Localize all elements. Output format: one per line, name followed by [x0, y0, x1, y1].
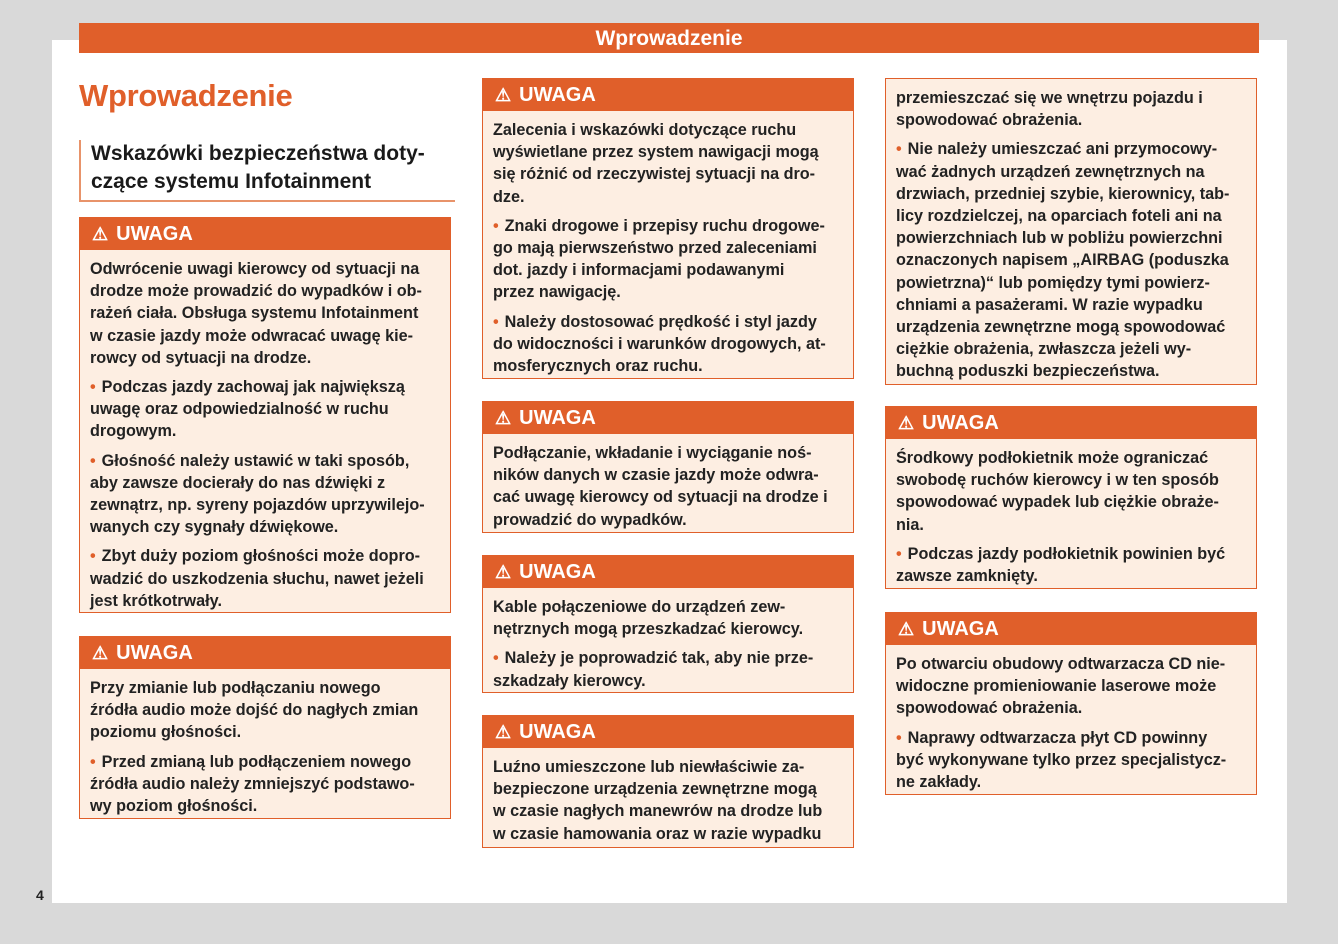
- page-number: 4: [36, 887, 44, 903]
- line-text: Po otwarciu obudowy odtwarzacza CD nie-: [896, 655, 1226, 673]
- line-text: rowcy od sytuacji na drodze.: [90, 348, 312, 367]
- line-text: Podłączanie, wkładanie i wyciąganie noś-: [493, 444, 812, 462]
- text-line: [90, 751, 440, 773]
- warning-text: [493, 119, 843, 208]
- warning-triangle-icon: ⚠: [495, 408, 512, 428]
- line-text: chniami a pasażerami. W razie wypadku: [896, 295, 1203, 314]
- text-line: [493, 141, 843, 163]
- text-line: [896, 653, 1246, 675]
- warning-triangle-icon: ⚠: [898, 619, 915, 639]
- section-header-bar: Wprowadzenie: [79, 23, 1259, 53]
- warning-box: [885, 406, 1257, 589]
- line-text: ników danych w czasie jazdy może odwra-: [493, 466, 819, 485]
- text-line: [896, 205, 1246, 227]
- warning-triangle-icon: ⚠: [898, 413, 915, 433]
- bullet-icon: •: [493, 216, 499, 235]
- bullet-item: [896, 543, 1246, 587]
- bullet-icon: •: [90, 547, 96, 566]
- text-line: [90, 325, 440, 347]
- text-line: [896, 514, 1246, 536]
- text-line: [896, 675, 1246, 697]
- bullet-item: [90, 751, 440, 818]
- line-text: być wykonywane tylko przez specjalistycz-: [896, 750, 1227, 769]
- bullet-item: [493, 215, 843, 304]
- line-text: bezpieczone urządzenia zewnętrzne mogą: [493, 780, 817, 799]
- line-text: źródła audio należy zmniejszyć podstawo-: [90, 774, 415, 793]
- warning-text: [896, 447, 1246, 536]
- line-text: widoczne promieniowanie laserowe może: [896, 677, 1217, 696]
- text-line: [896, 360, 1246, 382]
- warning-box: [482, 715, 854, 848]
- warning-heading: [886, 407, 1256, 439]
- text-line: [493, 647, 843, 669]
- text-line: [896, 294, 1246, 316]
- text-line: [493, 486, 843, 508]
- warning-box: [885, 612, 1257, 795]
- warning-heading-label: UWAGA: [922, 412, 999, 434]
- line-text: ciężkie obrażenia, zwłaszcza jeżeli wy-: [896, 340, 1192, 359]
- text-line: [896, 771, 1246, 793]
- warning-box: [885, 78, 1257, 385]
- line-text: jest krótkotrwały.: [90, 591, 222, 610]
- warning-heading-label: UWAGA: [116, 642, 193, 664]
- text-line: [493, 333, 843, 355]
- line-text: do widoczności i warunków drogowych, at-: [493, 334, 826, 353]
- warning-box: [482, 401, 854, 533]
- text-line: [493, 442, 843, 464]
- text-line: [896, 469, 1246, 491]
- text-line: [896, 109, 1246, 131]
- text-line: [896, 543, 1246, 565]
- warning-box: [482, 555, 854, 693]
- warning-body: [483, 434, 853, 544]
- warning-box: [79, 217, 451, 613]
- line-text: Należy dostosować prędkość i styl jazdy: [504, 312, 817, 331]
- section-subtitle: [79, 140, 455, 202]
- warning-box: [482, 78, 854, 379]
- text-line: [493, 670, 843, 692]
- text-line: [493, 756, 843, 778]
- warning-body: [80, 669, 450, 830]
- line-text: prowadzić do wypadków.: [493, 510, 687, 529]
- line-text: szkadzały kierowcy.: [493, 671, 646, 690]
- warning-body: [483, 748, 853, 858]
- text-line: [896, 183, 1246, 205]
- text-line: [896, 697, 1246, 719]
- text-line: [896, 338, 1246, 360]
- warning-heading: [80, 637, 450, 669]
- line-text: spowodować obrażenia.: [896, 699, 1083, 718]
- text-line: [493, 281, 843, 303]
- text-line: [90, 721, 440, 743]
- line-text: mosferycznych oraz ruchu.: [493, 357, 703, 376]
- line-text: Nie należy umieszczać ani przymocowy-: [907, 140, 1218, 159]
- line-text: Zalecenia i wskazówki dotyczące ruchu: [493, 121, 797, 139]
- warning-body: [80, 250, 450, 625]
- warning-heading: [80, 218, 450, 250]
- subtitle-line: czące systemu Infotainment: [91, 170, 372, 193]
- text-line: [896, 565, 1246, 587]
- text-line: [493, 119, 843, 141]
- warning-heading-label: UWAGA: [116, 223, 193, 245]
- text-line: [493, 778, 843, 800]
- line-text: Kable połączeniowe do urządzeń zew-: [493, 598, 786, 616]
- line-text: Przy zmianie lub podłączaniu nowego: [90, 679, 381, 697]
- bullet-item: [896, 138, 1246, 382]
- text-line: [896, 138, 1246, 160]
- warning-body: [483, 111, 853, 390]
- line-text: Podczas jazdy podłokietnik powinien być: [907, 544, 1226, 563]
- text-line: [493, 618, 843, 640]
- bullet-icon: •: [896, 728, 902, 747]
- line-text: powietrzna)“ lub pomiędzy tymi powierz-: [896, 273, 1210, 292]
- text-line: [90, 376, 440, 398]
- text-line: [90, 545, 440, 567]
- warning-triangle-icon: ⚠: [495, 722, 512, 742]
- warning-heading-label: UWAGA: [922, 618, 999, 640]
- text-line: [90, 472, 440, 494]
- line-text: powierzchniach lub w pobliżu powierzchni: [896, 229, 1223, 248]
- text-line: [493, 596, 843, 618]
- line-text: licy rozdzielczej, na oparciach foteli ani na: [896, 207, 1222, 226]
- line-text: aby zawsze docierały do nas dźwięki z: [90, 473, 386, 492]
- text-line: [90, 699, 440, 721]
- text-line: [493, 464, 843, 486]
- text-line: [90, 258, 440, 280]
- page-title: Wprowadzenie: [79, 78, 293, 113]
- bullet-icon: •: [493, 312, 499, 331]
- subtitle-line: Wskazówki bezpieczeństwa doty-: [91, 142, 425, 165]
- warning-heading: [483, 402, 853, 434]
- line-text: przemieszczać się we wnętrzu pojazdu i: [896, 89, 1203, 107]
- line-text: oznaczonych napisem „AIRBAG (poduszka: [896, 251, 1229, 270]
- bullet-item: [493, 311, 843, 378]
- line-text: drodze może prowadzić do wypadków i ob-: [90, 282, 422, 301]
- text-line: [896, 272, 1246, 294]
- line-text: wadzić do uszkodzenia słuchu, nawet jeżeli: [90, 569, 424, 588]
- bullet-item: [90, 450, 440, 539]
- line-text: spowodować wypadek lub ciężkie obraże-: [896, 493, 1219, 512]
- bullet-item: [90, 376, 440, 443]
- text-line: [896, 749, 1246, 771]
- line-text: ne zakłady.: [896, 773, 982, 792]
- line-text: Zbyt duży poziom głośności może dopro-: [101, 547, 421, 566]
- line-text: wanych czy sygnały dźwiękowe.: [90, 518, 339, 537]
- warning-heading-label: UWAGA: [519, 84, 596, 106]
- line-text: Luźno umieszczone lub niewłaściwie za-: [493, 758, 805, 776]
- text-line: [90, 494, 440, 516]
- line-text: w czasie hamowania oraz w razie wypadku: [493, 824, 822, 843]
- text-line: [493, 311, 843, 333]
- line-text: wyświetlane przez system nawigacji mogą: [493, 143, 819, 162]
- warning-triangle-icon: ⚠: [92, 224, 109, 244]
- line-text: rażeń ciała. Obsługa systemu Infotainment: [90, 304, 419, 323]
- text-line: [896, 87, 1246, 109]
- warning-heading: [483, 556, 853, 588]
- line-text: cać uwagę kierowcy od sytuacji na drodze i: [493, 488, 828, 507]
- line-text: swobodę ruchów kierowcy i w ten sposób: [896, 471, 1219, 490]
- warning-heading: [483, 79, 853, 111]
- bullet-item: [493, 647, 843, 691]
- line-text: przez nawigację.: [493, 283, 621, 302]
- text-line: [493, 823, 843, 845]
- line-text: buchną poduszki bezpieczeństwa.: [896, 362, 1160, 381]
- text-line: [90, 280, 440, 302]
- line-text: Środkowy podłokietnik może ograniczać: [896, 449, 1209, 467]
- bullet-icon: •: [896, 544, 902, 563]
- text-line: [90, 795, 440, 817]
- line-text: wy poziom głośności.: [90, 797, 258, 816]
- line-text: w czasie nagłych manewrów na drodze lub: [493, 802, 823, 821]
- warning-triangle-icon: ⚠: [495, 562, 512, 582]
- text-line: [90, 568, 440, 590]
- text-line: [493, 163, 843, 185]
- bullet-item: [896, 727, 1246, 794]
- line-text: Podczas jazdy zachowaj jak największą: [101, 378, 405, 397]
- warning-text: [90, 677, 440, 744]
- warning-text: [896, 87, 1246, 131]
- text-line: [90, 773, 440, 795]
- line-text: go mają pierwszeństwo przed zaleceniami: [493, 239, 817, 258]
- warning-heading-label: UWAGA: [519, 721, 596, 743]
- bullet-icon: •: [493, 649, 499, 668]
- text-line: [896, 491, 1246, 513]
- warning-text: [90, 258, 440, 369]
- line-text: dze.: [493, 187, 525, 206]
- warning-body: [483, 588, 853, 705]
- text-line: [90, 420, 440, 442]
- line-text: dot. jazdy i informacjami podawanymi: [493, 261, 785, 280]
- text-line: [90, 398, 440, 420]
- warning-body: [886, 645, 1256, 806]
- text-line: [896, 227, 1246, 249]
- warning-triangle-icon: ⚠: [495, 85, 512, 105]
- text-line: [493, 237, 843, 259]
- line-text: w czasie jazdy może odwracać uwagę kie-: [90, 326, 413, 345]
- bullet-icon: •: [90, 752, 96, 771]
- line-text: Przed zmianą lub podłączeniem nowego: [101, 752, 412, 771]
- line-text: Znaki drogowe i przepisy ruchu drogowe-: [504, 216, 825, 235]
- line-text: zawsze zamknięty.: [896, 567, 1038, 586]
- line-text: Naprawy odtwarzacza płyt CD powinny: [907, 728, 1208, 747]
- warning-heading: [886, 613, 1256, 645]
- line-text: zewnątrz, np. syreny pojazdów uprzywilejo-: [90, 496, 425, 515]
- text-line: [493, 509, 843, 531]
- line-text: nia.: [896, 515, 924, 534]
- warning-heading-label: UWAGA: [519, 407, 596, 429]
- line-text: spowodować obrażenia.: [896, 111, 1083, 130]
- warning-box: [79, 636, 451, 819]
- text-line: [90, 302, 440, 324]
- warning-text: [896, 653, 1246, 720]
- bullet-icon: •: [90, 451, 96, 470]
- text-line: [493, 259, 843, 281]
- line-text: poziomu głośności.: [90, 723, 242, 742]
- line-text: drogowym.: [90, 422, 177, 441]
- warning-body: [886, 79, 1256, 396]
- line-text: Należy je poprowadzić tak, aby nie prze-: [504, 649, 814, 668]
- warning-heading-label: UWAGA: [519, 561, 596, 583]
- text-line: [896, 161, 1246, 183]
- text-line: [896, 447, 1246, 469]
- line-text: wać żadnych urządzeń zewnętrznych na: [896, 162, 1205, 181]
- text-line: [493, 186, 843, 208]
- line-text: drzwiach, przedniej szybie, kierownicy, tab-: [896, 184, 1230, 203]
- text-line: [90, 347, 440, 369]
- warning-text: [493, 596, 843, 640]
- line-text: urządzenia zewnętrzne mogą spowodować: [896, 318, 1226, 337]
- line-text: uwagę oraz odpowiedzialność w ruchu: [90, 400, 389, 419]
- text-line: [90, 450, 440, 472]
- bullet-icon: •: [90, 378, 96, 397]
- text-line: [493, 800, 843, 822]
- bullet-item: [90, 545, 440, 612]
- text-line: [896, 249, 1246, 271]
- warning-heading: [483, 716, 853, 748]
- bullet-icon: •: [896, 140, 902, 159]
- warning-triangle-icon: ⚠: [92, 643, 109, 663]
- warning-body: [886, 439, 1256, 600]
- text-line: [896, 316, 1246, 338]
- line-text: nętrznych mogą przeszkadzać kierowcy.: [493, 620, 804, 639]
- text-line: [90, 516, 440, 538]
- line-text: się różnić od rzeczywistej sytuacji na dro-: [493, 165, 816, 184]
- text-line: [493, 355, 843, 377]
- line-text: Głośność należy ustawić w taki sposób,: [101, 451, 410, 470]
- text-line: [90, 677, 440, 699]
- warning-text: [493, 756, 843, 845]
- warning-text: [493, 442, 843, 531]
- line-text: źródła audio może dojść do nagłych zmian: [90, 701, 419, 720]
- text-line: [90, 590, 440, 612]
- line-text: Odwrócenie uwagi kierowcy od sytuacji na: [90, 260, 420, 278]
- text-line: [896, 727, 1246, 749]
- text-line: [493, 215, 843, 237]
